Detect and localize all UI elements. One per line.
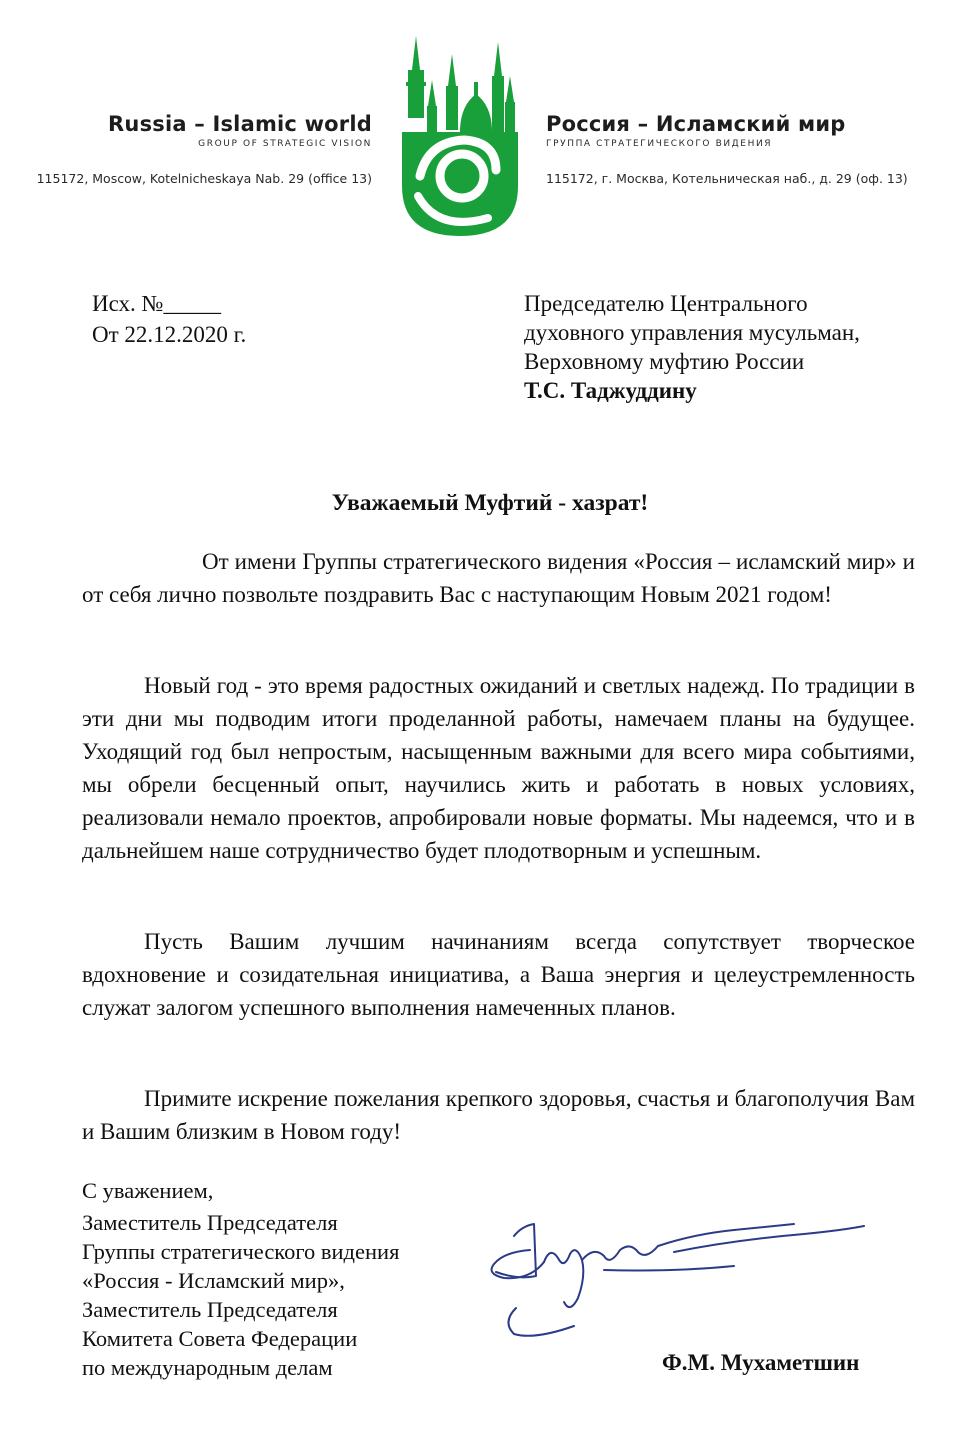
- letterhead-ru-address: 115172, г. Москва, Котельническая наб., д. 29 (оф. 13): [546, 171, 908, 186]
- signer-name: Ф.М. Мухаметшин: [662, 1350, 860, 1375]
- closing-line: С уважением,: [82, 1178, 214, 1203]
- paragraph-3: [82, 925, 915, 1024]
- addressee-line-3: Верховному муфтию России: [524, 349, 805, 374]
- closing-block: [82, 1176, 399, 1382]
- addressee-name: Т.С. Таджуддину: [524, 378, 697, 403]
- paragraph-2-text: Новый год - это время радостных ожиданий и светлых надежд. По традиции в эти дни мы подводим итоги проделанной работы, намечаем планы на будущее. Уходящий год был непростым, насыщенным важными для всего мира событиями, мы обрели бесценный опыт, научились жить и работать в новых условиях, реализовали немало проектов, апробировали новые форматы. Мы надеемся, что и в дальнейшем наше сотрудничество будет плодотворным и успешным.: [82, 673, 915, 863]
- letterhead-ru-title: Россия – Исламский мир: [546, 112, 846, 136]
- letterhead-en: [37, 112, 372, 186]
- closing-line: Заместитель Председателя: [82, 1297, 338, 1322]
- closing-line: Группы стратегического видения: [82, 1239, 400, 1264]
- letterhead-ru-subtitle: ГРУППА СТРАТЕГИЧЕСКОГО ВИДЕНИЯ: [546, 139, 773, 149]
- closing-line: по международным делам: [82, 1355, 333, 1380]
- letterhead-en-address: 115172, Moscow, Kotelnicheskaya Nab. 29 (office 13): [36, 171, 372, 186]
- closing-line: Комитета Совета Федерации: [82, 1326, 358, 1351]
- letterhead-en-title: Russia – Islamic world: [108, 112, 372, 136]
- addressee-line-1: Председателю Центрального: [524, 291, 808, 316]
- paragraph-1-text: От имени Группы стратегического видения «Россия – исламский мир» и от себя лично позвольте поздравить Вас с наступающим Новым 2021 годом!: [82, 549, 915, 607]
- paragraph-4-text: Примите искрение пожелания крепкого здоровья, счастья и благополучия Вам и Вашим близким в Новом году!: [82, 1086, 915, 1144]
- closing-line: Заместитель Председателя: [82, 1210, 338, 1235]
- paragraph-4: [82, 1082, 915, 1148]
- outgoing-number: Исх. №_____: [92, 291, 221, 316]
- salutation: Уважаемый Муфтий - хазрат!: [331, 490, 649, 516]
- paragraph-1: [82, 545, 915, 611]
- letterhead-en-subtitle: GROUP OF STRATEGIC VISION: [198, 139, 372, 149]
- logo-mosque-icon: [398, 36, 522, 238]
- letter-date: От 22.12.2020 г.: [92, 322, 247, 347]
- paragraph-2: [82, 669, 915, 867]
- addressee-line-2: духовного управления мусульман,: [524, 320, 860, 345]
- paragraph-3-text: Пусть Вашим лучшим начинаниям всегда сопутствует творческое вдохновение и созидательная инициатива, а Ваша энергия и целеустремленность служат залогом успешного выполнения намеченных планов.: [82, 929, 915, 1020]
- letterhead-ru: [546, 112, 908, 186]
- handwritten-signature: [474, 1206, 874, 1346]
- closing-line: «Россия - Исламский мир»,: [82, 1268, 345, 1293]
